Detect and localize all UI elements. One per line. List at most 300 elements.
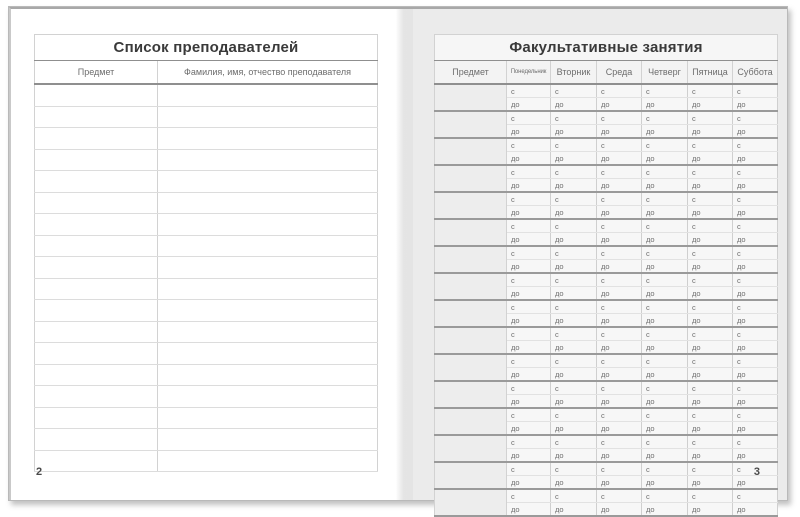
electives-cell-from-day-6[interactable]: с [733, 408, 778, 422]
electives-cell-from-day-1[interactable]: с [507, 192, 551, 206]
electives-cell-to-day-1[interactable]: до [507, 125, 551, 139]
electives-cell-to-day-4[interactable]: до [642, 395, 688, 409]
electives-cell-to-day-1[interactable]: до [507, 395, 551, 409]
electives-cell-to-day-6[interactable]: до [733, 314, 778, 328]
electives-cell-to-day-5[interactable]: до [688, 422, 733, 436]
electives-cell-subject[interactable] [435, 273, 507, 300]
electives-cell-from-day-6[interactable]: с [733, 462, 778, 476]
electives-cell-from-day-1[interactable]: с [507, 273, 551, 287]
electives-cell-from-day-4[interactable]: с [642, 381, 688, 395]
electives-cell-from-day-3[interactable]: с [597, 462, 642, 476]
electives-cell-from-day-4[interactable]: с [642, 327, 688, 341]
electives-cell-from-day-3[interactable]: с [597, 354, 642, 368]
electives-cell-to-day-6[interactable]: до [733, 395, 778, 409]
teachers-table-title: Список преподавателей [35, 35, 378, 61]
teachers-cell-fullname[interactable] [158, 343, 378, 365]
electives-cell-from-day-5[interactable]: с [688, 354, 733, 368]
electives-cell-to-day-2[interactable]: до [551, 449, 597, 463]
electives-cell-from-day-3[interactable]: с [597, 327, 642, 341]
electives-cell-to-day-2[interactable]: до [551, 287, 597, 301]
electives-cell-subject[interactable] [435, 219, 507, 246]
electives-cell-from-day-3[interactable]: с [597, 138, 642, 152]
electives-table-wrapper [434, 34, 777, 517]
electives-cell-to-day-6[interactable]: до [733, 287, 778, 301]
electives-cell-to-day-5[interactable]: до [688, 341, 733, 355]
electives-table-row[interactable] [435, 246, 778, 260]
teachers-table-row[interactable] [35, 128, 378, 150]
electives-cell-to-day-4[interactable]: до [642, 314, 688, 328]
electives-cell-from-day-4[interactable]: с [642, 165, 688, 179]
teachers-cell-subject[interactable] [35, 407, 158, 429]
electives-cell-from-day-3[interactable]: с [597, 435, 642, 449]
electives-col-monday: Понедельник [507, 61, 551, 85]
teachers-table-row[interactable] [35, 300, 378, 322]
electives-cell-from-day-5[interactable]: с [688, 246, 733, 260]
teachers-cell-fullname[interactable] [158, 386, 378, 408]
electives-cell-to-day-1[interactable]: до [507, 422, 551, 436]
electives-cell-to-day-5[interactable]: до [688, 314, 733, 328]
teachers-cell-fullname[interactable] [158, 364, 378, 386]
electives-cell-to-day-6[interactable]: до [733, 341, 778, 355]
electives-cell-to-day-2[interactable]: до [551, 98, 597, 112]
electives-cell-to-day-2[interactable]: до [551, 206, 597, 220]
teachers-cell-subject[interactable] [35, 106, 158, 128]
teachers-cell-fullname[interactable] [158, 106, 378, 128]
electives-cell-to-day-1[interactable]: до [507, 449, 551, 463]
electives-cell-from-day-6[interactable]: с [733, 300, 778, 314]
electives-table-row[interactable] [435, 138, 778, 152]
electives-cell-to-day-3[interactable]: до [597, 449, 642, 463]
electives-cell-subject[interactable] [435, 489, 507, 516]
electives-cell-to-day-5[interactable]: до [688, 287, 733, 301]
electives-cell-from-day-3[interactable]: с [597, 273, 642, 287]
electives-cell-to-day-5[interactable]: до [688, 152, 733, 166]
electives-cell-from-day-4[interactable]: с [642, 354, 688, 368]
electives-table-row[interactable] [435, 111, 778, 125]
electives-cell-to-day-6[interactable]: до [733, 206, 778, 220]
teachers-table-row[interactable] [35, 84, 378, 106]
teachers-table-row[interactable] [35, 106, 378, 128]
electives-cell-to-day-6[interactable]: до [733, 260, 778, 274]
electives-cell-to-day-3[interactable]: до [597, 152, 642, 166]
electives-cell-to-day-4[interactable]: до [642, 449, 688, 463]
electives-cell-from-day-5[interactable]: с [688, 111, 733, 125]
teachers-cell-fullname[interactable] [158, 171, 378, 193]
electives-cell-to-day-1[interactable]: до [507, 476, 551, 490]
teachers-cell-fullname[interactable] [158, 192, 378, 214]
electives-cell-to-day-2[interactable]: до [551, 368, 597, 382]
electives-cell-to-day-3[interactable]: до [597, 179, 642, 193]
electives-cell-to-day-1[interactable]: до [507, 368, 551, 382]
electives-cell-from-day-3[interactable]: с [597, 84, 642, 98]
teachers-table-row[interactable] [35, 450, 378, 472]
electives-cell-to-day-2[interactable]: до [551, 260, 597, 274]
teachers-cell-subject[interactable] [35, 214, 158, 236]
teachers-cell-fullname[interactable] [158, 84, 378, 106]
electives-cell-to-day-3[interactable]: до [597, 341, 642, 355]
electives-table-title-row [435, 35, 778, 61]
electives-cell-from-day-4[interactable]: с [642, 192, 688, 206]
electives-cell-from-day-5[interactable]: с [688, 435, 733, 449]
teachers-cell-fullname[interactable] [158, 429, 378, 451]
electives-cell-from-day-1[interactable]: с [507, 84, 551, 98]
electives-cell-to-day-2[interactable]: до [551, 476, 597, 490]
electives-cell-from-day-2[interactable]: с [551, 111, 597, 125]
electives-cell-to-day-3[interactable]: до [597, 314, 642, 328]
teachers-table-row[interactable] [35, 235, 378, 257]
electives-cell-from-day-1[interactable]: с [507, 435, 551, 449]
electives-cell-from-day-6[interactable]: с [733, 354, 778, 368]
electives-cell-to-day-4[interactable]: до [642, 287, 688, 301]
electives-col-tuesday: Вторник [551, 61, 597, 85]
teachers-cell-subject[interactable] [35, 386, 158, 408]
electives-cell-from-day-2[interactable]: с [551, 84, 597, 98]
electives-cell-from-day-5[interactable]: с [688, 489, 733, 503]
electives-cell-to-day-1[interactable]: до [507, 152, 551, 166]
teachers-col-subject: Предмет [35, 61, 158, 85]
electives-cell-subject[interactable] [435, 327, 507, 354]
electives-cell-from-day-6[interactable]: с [733, 111, 778, 125]
teachers-cell-subject[interactable] [35, 128, 158, 150]
electives-cell-from-day-2[interactable]: с [551, 381, 597, 395]
electives-cell-to-day-2[interactable]: до [551, 179, 597, 193]
teachers-cell-fullname[interactable] [158, 235, 378, 257]
electives-cell-to-day-4[interactable]: до [642, 368, 688, 382]
electives-cell-from-day-2[interactable]: с [551, 435, 597, 449]
electives-cell-from-day-2[interactable]: с [551, 192, 597, 206]
electives-cell-to-day-1[interactable]: до [507, 260, 551, 274]
electives-cell-from-day-2[interactable]: с [551, 462, 597, 476]
electives-cell-to-day-3[interactable]: до [597, 260, 642, 274]
electives-cell-to-day-4[interactable]: до [642, 206, 688, 220]
electives-cell-from-day-6[interactable]: с [733, 489, 778, 503]
electives-cell-to-day-2[interactable]: до [551, 422, 597, 436]
teachers-cell-fullname[interactable] [158, 128, 378, 150]
right-page-number: 3 [753, 466, 760, 478]
electives-cell-from-day-4[interactable]: с [642, 462, 688, 476]
teachers-table-row[interactable] [35, 386, 378, 408]
teachers-cell-subject[interactable] [35, 450, 158, 472]
teachers-cell-fullname[interactable] [158, 321, 378, 343]
electives-cell-to-day-5[interactable]: до [688, 449, 733, 463]
electives-cell-to-day-3[interactable]: до [597, 368, 642, 382]
electives-cell-subject[interactable] [435, 354, 507, 381]
electives-cell-from-day-1[interactable]: с [507, 354, 551, 368]
electives-cell-to-day-3[interactable]: до [597, 287, 642, 301]
right-page [397, 7, 787, 514]
electives-cell-from-day-2[interactable]: с [551, 489, 597, 503]
electives-cell-from-day-4[interactable]: с [642, 111, 688, 125]
electives-cell-from-day-6[interactable]: с [733, 192, 778, 206]
electives-cell-to-day-6[interactable]: до [733, 422, 778, 436]
electives-cell-to-day-3[interactable]: до [597, 503, 642, 517]
electives-cell-to-day-3[interactable]: до [597, 125, 642, 139]
electives-table-row[interactable] [435, 408, 778, 422]
teachers-cell-subject[interactable] [35, 343, 158, 365]
electives-cell-from-day-1[interactable]: с [507, 138, 551, 152]
electives-cell-from-day-5[interactable]: с [688, 219, 733, 233]
electives-cell-from-day-3[interactable]: с [597, 246, 642, 260]
electives-cell-to-day-1[interactable]: до [507, 314, 551, 328]
electives-cell-from-day-6[interactable]: с [733, 381, 778, 395]
teachers-rows-body [35, 84, 378, 472]
electives-table-row[interactable] [435, 489, 778, 503]
teachers-cell-fullname[interactable] [158, 149, 378, 171]
electives-cell-from-day-1[interactable]: с [507, 489, 551, 503]
electives-cell-to-day-5[interactable]: до [688, 98, 733, 112]
teachers-cell-fullname[interactable] [158, 257, 378, 279]
electives-cell-to-day-1[interactable]: до [507, 233, 551, 247]
electives-cell-subject[interactable] [435, 138, 507, 165]
electives-cell-from-day-2[interactable]: с [551, 273, 597, 287]
electives-cell-from-day-6[interactable]: с [733, 435, 778, 449]
teachers-cell-fullname[interactable] [158, 300, 378, 322]
electives-cell-to-day-5[interactable]: до [688, 233, 733, 247]
teachers-cell-subject[interactable] [35, 429, 158, 451]
electives-cell-from-day-5[interactable]: с [688, 165, 733, 179]
electives-cell-to-day-2[interactable]: до [551, 233, 597, 247]
electives-cell-to-day-2[interactable]: до [551, 341, 597, 355]
teachers-table [34, 34, 378, 472]
electives-cell-to-day-4[interactable]: до [642, 125, 688, 139]
teachers-cell-subject[interactable] [35, 235, 158, 257]
electives-cell-to-day-2[interactable]: до [551, 503, 597, 517]
electives-cell-to-day-6[interactable]: до [733, 152, 778, 166]
electives-cell-to-day-4[interactable]: до [642, 476, 688, 490]
electives-table-row[interactable] [435, 300, 778, 314]
teachers-cell-fullname[interactable] [158, 214, 378, 236]
electives-cell-from-day-4[interactable]: с [642, 300, 688, 314]
electives-table-row[interactable] [435, 219, 778, 233]
electives-cell-from-day-1[interactable]: с [507, 462, 551, 476]
electives-table-row[interactable] [435, 462, 778, 476]
electives-cell-to-day-3[interactable]: до [597, 422, 642, 436]
teachers-table-row[interactable] [35, 407, 378, 429]
electives-cell-subject[interactable] [435, 300, 507, 327]
electives-cell-from-day-5[interactable]: с [688, 192, 733, 206]
teachers-cell-subject[interactable] [35, 171, 158, 193]
electives-cell-subject[interactable] [435, 165, 507, 192]
electives-cell-subject[interactable] [435, 462, 507, 489]
electives-cell-to-day-5[interactable]: до [688, 206, 733, 220]
electives-table-header-row [435, 61, 778, 85]
electives-cell-from-day-4[interactable]: с [642, 219, 688, 233]
electives-col-friday: Пятница [688, 61, 733, 85]
electives-cell-from-day-1[interactable]: с [507, 246, 551, 260]
electives-cell-from-day-2[interactable]: с [551, 354, 597, 368]
electives-cell-from-day-3[interactable]: с [597, 381, 642, 395]
electives-col-subject: Предмет [435, 61, 507, 85]
electives-cell-from-day-2[interactable]: с [551, 327, 597, 341]
electives-cell-from-day-2[interactable]: с [551, 138, 597, 152]
electives-cell-from-day-5[interactable]: с [688, 273, 733, 287]
electives-cell-from-day-4[interactable]: с [642, 273, 688, 287]
electives-cell-to-day-6[interactable]: до [733, 449, 778, 463]
electives-cell-to-day-6[interactable]: до [733, 503, 778, 517]
electives-cell-subject[interactable] [435, 84, 507, 111]
electives-cell-from-day-5[interactable]: с [688, 381, 733, 395]
teachers-table-row[interactable] [35, 364, 378, 386]
teachers-table-row[interactable] [35, 321, 378, 343]
teachers-table-row[interactable] [35, 343, 378, 365]
electives-table-row[interactable] [435, 165, 778, 179]
electives-cell-from-day-5[interactable]: с [688, 408, 733, 422]
electives-cell-to-day-6[interactable]: до [733, 125, 778, 139]
electives-cell-subject[interactable] [435, 111, 507, 138]
electives-cell-to-day-6[interactable]: до [733, 179, 778, 193]
electives-cell-from-day-6[interactable]: с [733, 327, 778, 341]
electives-cell-from-day-1[interactable]: с [507, 111, 551, 125]
electives-cell-from-day-3[interactable]: с [597, 165, 642, 179]
electives-cell-to-day-6[interactable]: до [733, 233, 778, 247]
left-page [9, 7, 397, 500]
electives-cell-to-day-4[interactable]: до [642, 260, 688, 274]
electives-cell-subject[interactable] [435, 192, 507, 219]
electives-cell-to-day-4[interactable]: до [642, 503, 688, 517]
electives-cell-from-day-4[interactable]: с [642, 138, 688, 152]
electives-cell-from-day-1[interactable]: с [507, 165, 551, 179]
electives-table-row[interactable] [435, 435, 778, 449]
electives-table-row[interactable] [435, 192, 778, 206]
electives-cell-from-day-6[interactable]: с [733, 273, 778, 287]
teachers-table-title-row [35, 35, 378, 61]
electives-cell-from-day-2[interactable]: с [551, 219, 597, 233]
electives-cell-from-day-3[interactable]: с [597, 111, 642, 125]
electives-cell-to-day-4[interactable]: до [642, 422, 688, 436]
electives-cell-from-day-4[interactable]: с [642, 435, 688, 449]
electives-table-row[interactable] [435, 381, 778, 395]
electives-cell-to-day-1[interactable]: до [507, 98, 551, 112]
electives-cell-to-day-5[interactable]: до [688, 179, 733, 193]
electives-cell-from-day-2[interactable]: с [551, 408, 597, 422]
electives-cell-to-day-3[interactable]: до [597, 206, 642, 220]
electives-cell-from-day-5[interactable]: с [688, 300, 733, 314]
electives-cell-subject[interactable] [435, 381, 507, 408]
electives-cell-from-day-5[interactable]: с [688, 327, 733, 341]
electives-cell-to-day-4[interactable]: до [642, 341, 688, 355]
electives-cell-to-day-1[interactable]: до [507, 503, 551, 517]
electives-cell-to-day-5[interactable]: до [688, 503, 733, 517]
teachers-table-row[interactable] [35, 171, 378, 193]
electives-cell-from-day-3[interactable]: с [597, 192, 642, 206]
electives-cell-from-day-3[interactable]: с [597, 408, 642, 422]
electives-cell-to-day-6[interactable]: до [733, 368, 778, 382]
electives-cell-from-day-3[interactable]: с [597, 219, 642, 233]
electives-cell-to-day-1[interactable]: до [507, 179, 551, 193]
electives-col-wednesday: Среда [597, 61, 642, 85]
electives-cell-subject[interactable] [435, 246, 507, 273]
teachers-cell-subject[interactable] [35, 321, 158, 343]
electives-table-row[interactable] [435, 273, 778, 287]
teachers-cell-subject[interactable] [35, 300, 158, 322]
electives-cell-to-day-1[interactable]: до [507, 206, 551, 220]
electives-cell-from-day-4[interactable]: с [642, 84, 688, 98]
electives-cell-to-day-5[interactable]: до [688, 125, 733, 139]
electives-cell-to-day-2[interactable]: до [551, 395, 597, 409]
electives-cell-from-day-4[interactable]: с [642, 246, 688, 260]
electives-cell-to-day-1[interactable]: до [507, 341, 551, 355]
electives-cell-from-day-1[interactable]: с [507, 300, 551, 314]
electives-cell-from-day-6[interactable]: с [733, 219, 778, 233]
teachers-table-row[interactable] [35, 429, 378, 451]
electives-cell-from-day-5[interactable]: с [688, 138, 733, 152]
electives-table-row[interactable] [435, 327, 778, 341]
electives-cell-from-day-4[interactable]: с [642, 489, 688, 503]
electives-table-row[interactable] [435, 354, 778, 368]
teachers-cell-subject[interactable] [35, 278, 158, 300]
electives-table [434, 34, 778, 517]
electives-cell-to-day-6[interactable]: до [733, 98, 778, 112]
electives-cell-from-day-2[interactable]: с [551, 246, 597, 260]
teachers-cell-fullname[interactable] [158, 450, 378, 472]
electives-cell-to-day-3[interactable]: до [597, 395, 642, 409]
teachers-cell-subject[interactable] [35, 364, 158, 386]
electives-cell-from-day-3[interactable]: с [597, 300, 642, 314]
electives-cell-to-day-5[interactable]: до [688, 368, 733, 382]
electives-cell-from-day-1[interactable]: с [507, 381, 551, 395]
electives-cell-to-day-2[interactable]: до [551, 152, 597, 166]
teachers-cell-subject[interactable] [35, 149, 158, 171]
electives-cell-from-day-6[interactable]: с [733, 138, 778, 152]
electives-cell-from-day-5[interactable]: с [688, 84, 733, 98]
electives-cell-from-day-2[interactable]: с [551, 165, 597, 179]
electives-cell-to-day-4[interactable]: до [642, 152, 688, 166]
electives-cell-to-day-6[interactable]: до [733, 476, 778, 490]
teachers-cell-subject[interactable] [35, 192, 158, 214]
teachers-table-row[interactable] [35, 278, 378, 300]
electives-cell-to-day-5[interactable]: до [688, 260, 733, 274]
teachers-cell-fullname[interactable] [158, 407, 378, 429]
electives-cell-to-day-4[interactable]: до [642, 179, 688, 193]
electives-cell-subject[interactable] [435, 435, 507, 462]
teachers-cell-subject[interactable] [35, 84, 158, 106]
electives-cell-to-day-3[interactable]: до [597, 233, 642, 247]
teachers-table-row[interactable] [35, 214, 378, 236]
electives-cell-from-day-1[interactable]: с [507, 219, 551, 233]
electives-cell-from-day-4[interactable]: с [642, 408, 688, 422]
teachers-table-row[interactable] [35, 257, 378, 279]
teachers-table-row[interactable] [35, 192, 378, 214]
teachers-table-body [35, 35, 378, 85]
electives-cell-from-day-6[interactable]: с [733, 246, 778, 260]
electives-cell-from-day-5[interactable]: с [688, 462, 733, 476]
electives-cell-to-day-4[interactable]: до [642, 233, 688, 247]
electives-cell-from-day-2[interactable]: с [551, 300, 597, 314]
electives-cell-from-day-1[interactable]: с [507, 327, 551, 341]
electives-cell-to-day-1[interactable]: до [507, 287, 551, 301]
electives-cell-to-day-3[interactable]: до [597, 476, 642, 490]
electives-cell-to-day-2[interactable]: до [551, 314, 597, 328]
electives-cell-from-day-6[interactable]: с [733, 165, 778, 179]
notebook-spread [8, 6, 788, 514]
electives-cell-to-day-5[interactable]: до [688, 395, 733, 409]
electives-cell-to-day-5[interactable]: до [688, 476, 733, 490]
electives-rows-body [435, 84, 778, 516]
teachers-table-row[interactable] [35, 149, 378, 171]
electives-cell-to-day-4[interactable]: до [642, 98, 688, 112]
teachers-cell-subject[interactable] [35, 257, 158, 279]
electives-cell-subject[interactable] [435, 408, 507, 435]
electives-cell-to-day-2[interactable]: до [551, 125, 597, 139]
electives-cell-from-day-3[interactable]: с [597, 489, 642, 503]
electives-cell-from-day-6[interactable]: с [733, 84, 778, 98]
electives-col-thursday: Четверг [642, 61, 688, 85]
electives-cell-from-day-1[interactable]: с [507, 408, 551, 422]
teachers-cell-fullname[interactable] [158, 278, 378, 300]
electives-table-row[interactable] [435, 84, 778, 98]
electives-table-title: Факультативные занятия [435, 35, 778, 61]
electives-cell-to-day-3[interactable]: до [597, 98, 642, 112]
